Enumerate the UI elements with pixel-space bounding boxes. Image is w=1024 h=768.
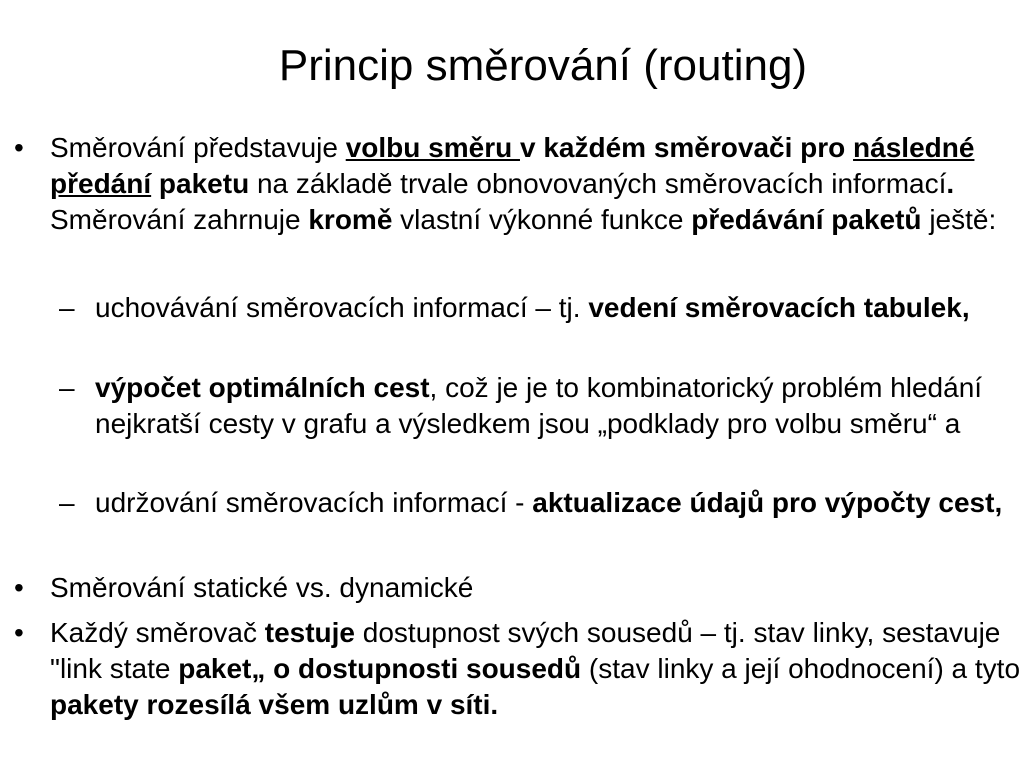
text-run [845,132,853,163]
text-run: aktualizace údajů pro výpočty cest, [532,487,1003,518]
text-run: na základě trvale obnovovaných směrovacích informací [249,168,947,199]
bullet-item-3 [14,615,1022,723]
text-run: pakety rozesílá všem uzlům v síti. [50,689,499,720]
bullet-marker: • [14,132,24,163]
bullet-item-1 [14,130,1022,238]
bullet-text [50,132,996,235]
text-run: paketu [151,168,250,199]
text-run: volbu směru [345,132,520,163]
text-run: kromě [308,204,393,235]
sub-item-text [95,372,982,439]
text-run: dostupnost svých sousedů – tj. stav linky, sestavuje "link state [50,617,1001,684]
text-run: vedení směrovacích tabulek, [588,292,970,323]
sub-item-text [95,292,970,323]
sub-item-1 [59,290,1005,326]
text-run: , což je je to kombinatorický problém hledání nejkratší cesty v grafu a výsledkem jsou „podklady pro volbu směru“ a [95,372,983,439]
dash-marker: – [59,372,75,403]
sub-item-text [95,487,1002,518]
text-run: Směrování zahrnuje [50,204,309,235]
text-run: Směrování statické vs. dynamické [50,572,474,603]
text-run: vlastní výkonné funkce [392,204,692,235]
text-run: ještě: [921,204,997,235]
dash-marker: – [59,292,75,323]
text-run: . [946,168,955,199]
slide-title: Princip směrování (routing) [278,41,808,90]
dash-marker: – [59,487,75,518]
text-run: (stav linky a její ohodnocení) a tyto [581,653,1021,684]
text-run: Každý směrovač [50,617,265,648]
bullet-text [50,572,473,603]
text-run: Směrování představuje [50,132,346,163]
text-run: v každém směrovači pro [519,132,846,163]
sub-item-3 [59,485,1005,521]
text-run: paket„ o dostupnosti sousedů [178,653,582,684]
text-run: testuje [264,617,355,648]
text-run: výpočet optimálních cest [95,372,430,403]
bullet-marker: • [14,572,24,603]
text-run: udržování směrovacích informací - [95,487,533,518]
bullet-marker: • [14,617,24,648]
bullet-item-2 [14,570,1022,606]
bullet-text [50,617,1020,720]
sub-item-2 [59,370,1005,442]
text-run: předávání paketů [691,204,922,235]
text-run: uchovávání směrovacích informací – tj. [95,292,589,323]
text-run: následné předání [50,132,975,199]
